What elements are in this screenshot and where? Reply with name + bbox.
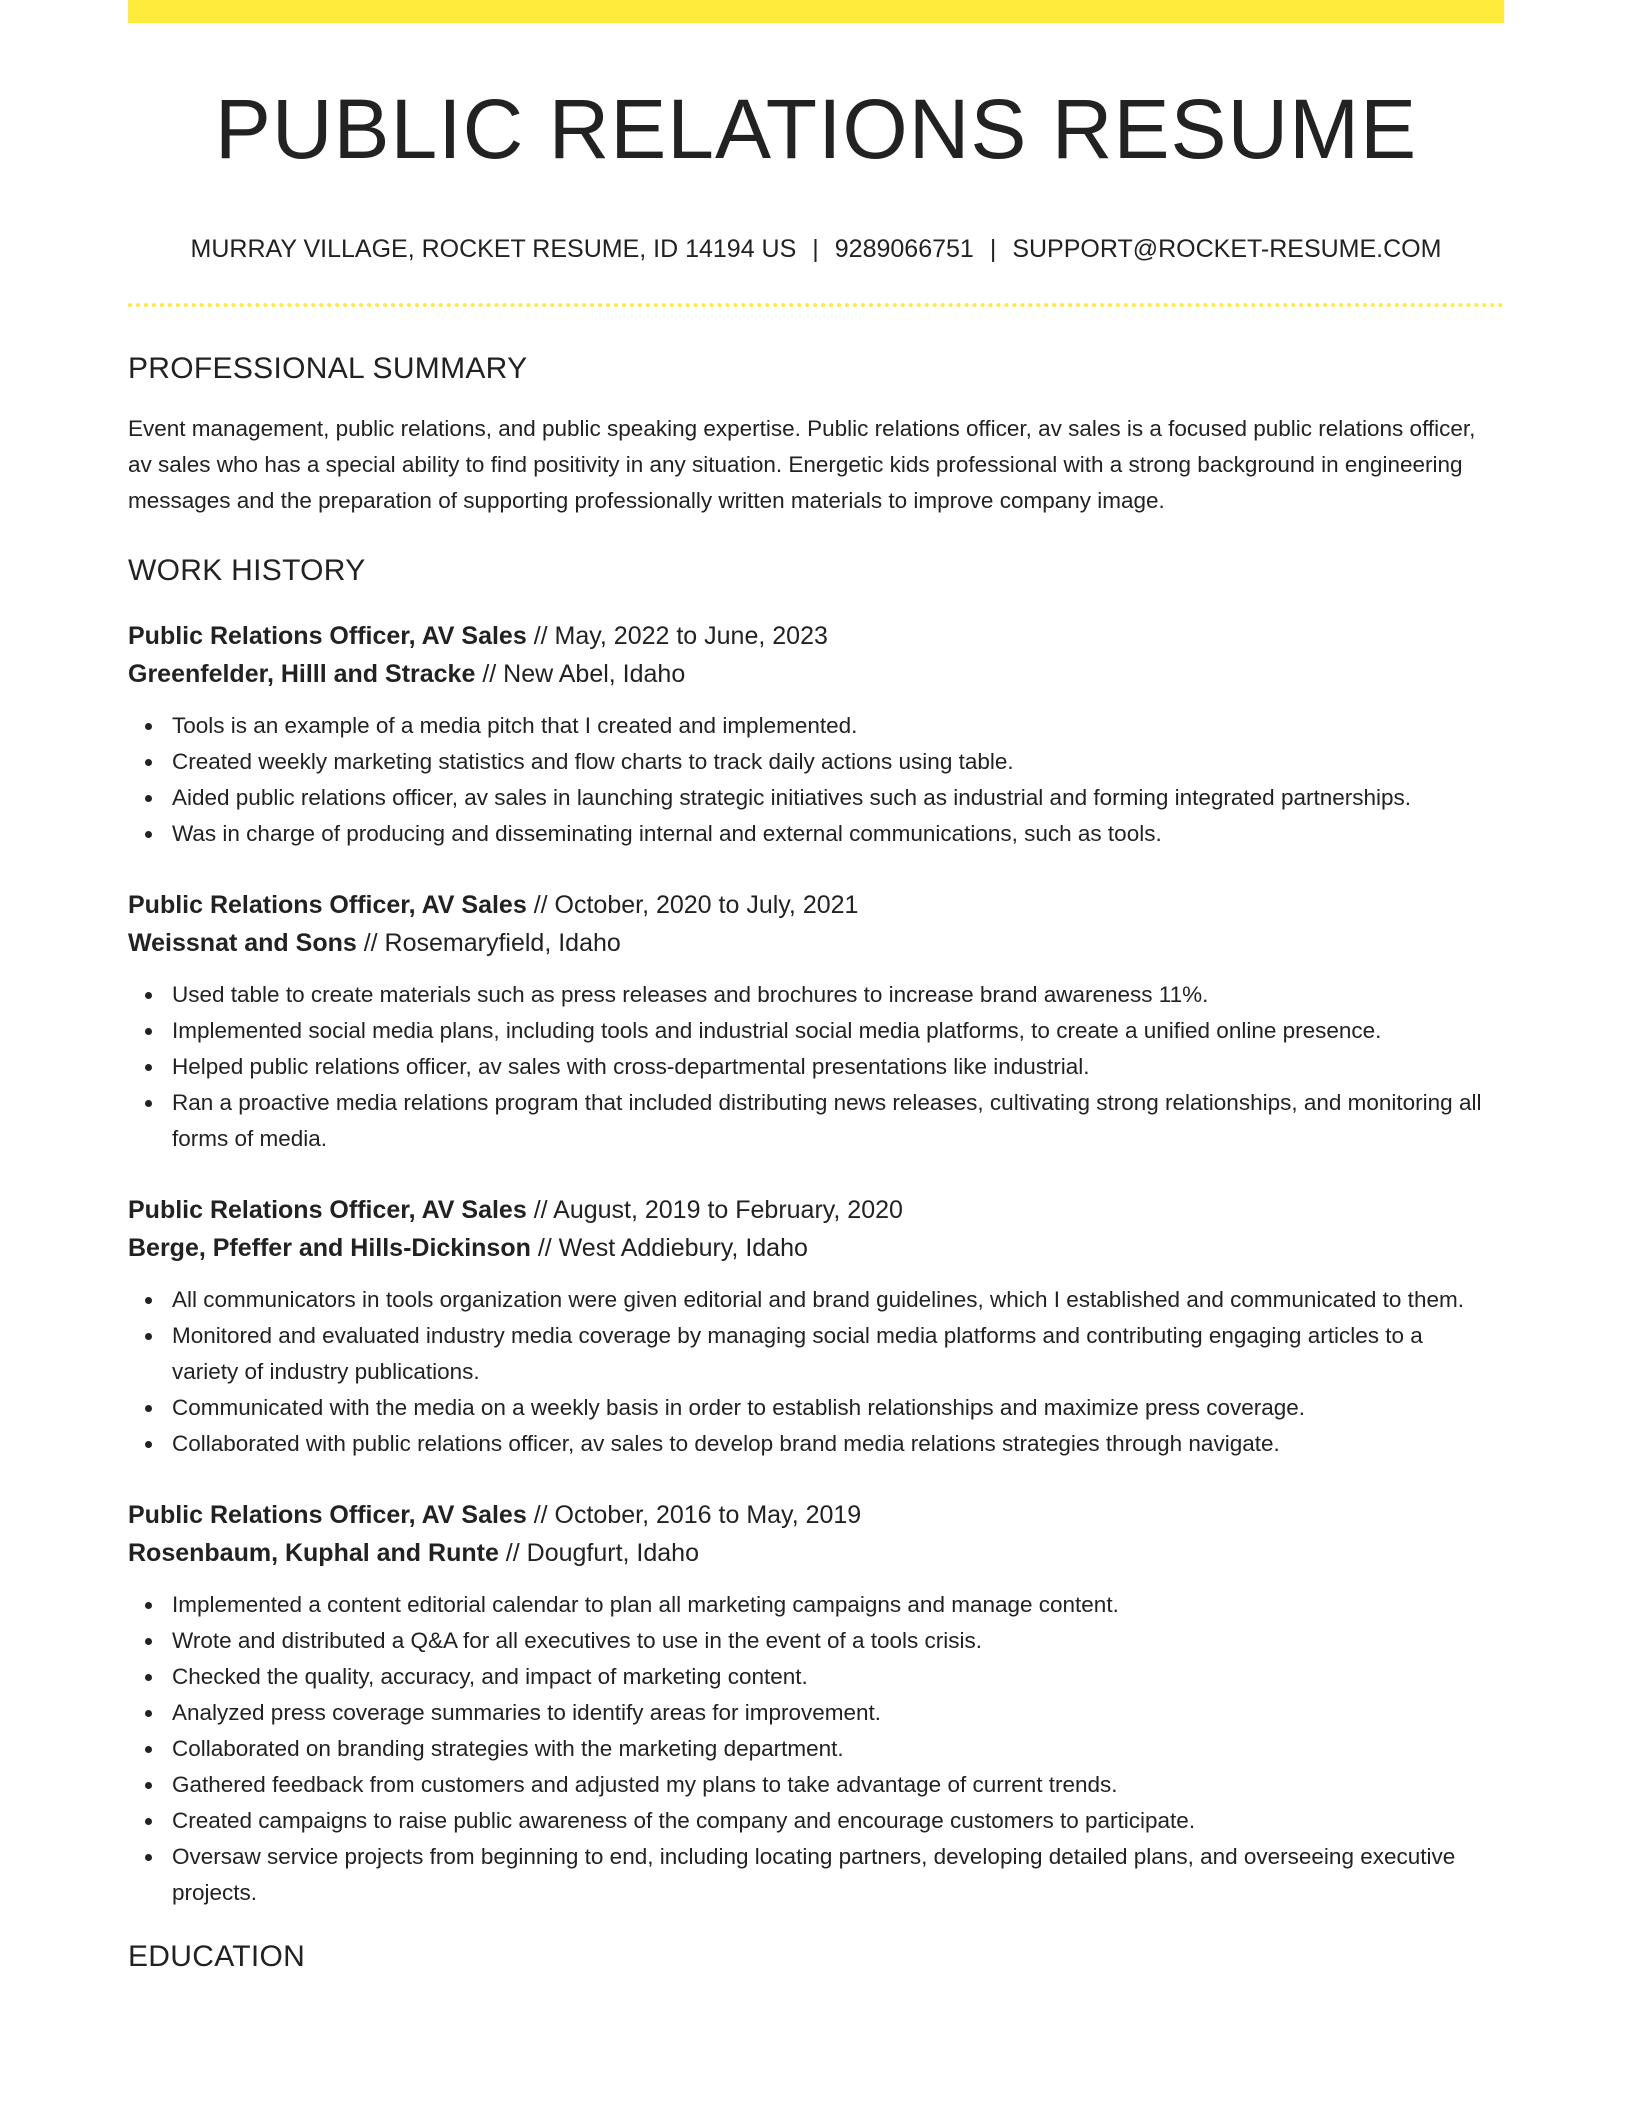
job-bullet: Was in charge of producing and disseminating internal and external communications, such as tools. (172, 816, 1504, 852)
dotted-divider (128, 303, 1504, 307)
job-role: Public Relations Officer, AV Sales (128, 890, 527, 919)
job-location: // West Addiebury, Idaho (530, 1233, 808, 1262)
job-bullet: Monitored and evaluated industry media coverage by managing social media platforms and contributing engaging articles to a variety of industry publications. (172, 1318, 1504, 1390)
job-company: Berge, Pfeffer and Hills-Dickinson (128, 1233, 531, 1262)
contact-separator: | (812, 234, 819, 263)
resume-title: PUBLIC RELATIONS RESUME (214, 82, 1418, 176)
job-bullet: Collaborated with public relations officer, av sales to develop brand media relations strategies through navigate. (172, 1426, 1504, 1462)
job-bullet-list (128, 1282, 1504, 1462)
job-bullet: Communicated with the media on a weekly basis in order to establish relationships and maximize press coverage. (172, 1390, 1504, 1426)
job-bullet: Implemented a content editorial calendar to plan all marketing campaigns and manage content. (172, 1587, 1504, 1623)
job-role: Public Relations Officer, AV Sales (128, 621, 527, 650)
job-bullet: Tools is an example of a media pitch that I created and implemented. (172, 708, 1504, 744)
accent-bar (128, 0, 1504, 23)
job-company-line (128, 655, 1504, 693)
job-bullet-list (128, 977, 1504, 1157)
job-bullet: Ran a proactive media relations program that included distributing news releases, cultivating strong relationships, and monitoring all forms of media. (172, 1085, 1504, 1157)
job-bullet: Used table to create materials such as press releases and brochures to increase brand awareness 11%. (172, 977, 1504, 1013)
job-dates: // October, 2020 to July, 2021 (526, 890, 859, 919)
job-bullet: Analyzed press coverage summaries to identify areas for improvement. (172, 1695, 1504, 1731)
contact-line (128, 234, 1504, 264)
summary-heading: PROFESSIONAL SUMMARY (128, 351, 528, 385)
job-company-line (128, 1534, 1504, 1572)
job-bullet: Wrote and distributed a Q&A for all executives to use in the event of a tools crisis. (172, 1623, 1504, 1659)
job-location: // Rosemaryfield, Idaho (356, 928, 621, 957)
job-bullet: Checked the quality, accuracy, and impact of marketing content. (172, 1659, 1504, 1695)
job-entry (128, 1191, 1504, 1462)
work-history-heading: WORK HISTORY (128, 553, 366, 587)
contact-phone: 9289066751 (834, 234, 974, 263)
work-history-list (128, 617, 1504, 1911)
contact-separator: | (989, 234, 997, 263)
job-bullet: Created campaigns to raise public awareness of the company and encourage customers to participate. (172, 1803, 1504, 1839)
job-entry (128, 617, 1504, 852)
job-bullet-list (128, 1587, 1504, 1911)
job-bullet: Collaborated on branding strategies with the marketing department. (172, 1731, 1504, 1767)
job-bullet-list (128, 708, 1504, 852)
job-bullet: Oversaw service projects from beginning to end, including locating partners, developing detailed plans, and overseeing executive projects. (172, 1839, 1504, 1911)
contact-email: SUPPORT@ROCKET-RESUME.COM (1012, 234, 1442, 263)
job-dates: // August, 2019 to February, 2020 (526, 1195, 903, 1224)
job-dates: // October, 2016 to May, 2019 (526, 1500, 862, 1529)
job-bullet: Aided public relations officer, av sales in launching strategic initiatives such as industrial and forming integrated partnerships. (172, 780, 1504, 816)
job-company: Weissnat and Sons (128, 928, 357, 957)
job-company-line (128, 1229, 1504, 1267)
job-title-line (128, 1496, 1504, 1534)
job-bullet: All communicators in tools organization were given editorial and brand guidelines, which I established and communicated to them. (172, 1282, 1504, 1318)
job-role: Public Relations Officer, AV Sales (128, 1195, 527, 1224)
job-company: Greenfelder, Hilll and Stracke (128, 659, 476, 688)
job-company: Rosenbaum, Kuphal and Runte (128, 1538, 499, 1567)
job-role: Public Relations Officer, AV Sales (128, 1500, 527, 1529)
job-bullet: Helped public relations officer, av sales with cross-departmental presentations like industrial. (172, 1049, 1504, 1085)
job-bullet: Implemented social media plans, including tools and industrial social media platforms, to create a unified online presence. (172, 1013, 1504, 1049)
education-heading: EDUCATION (128, 1939, 306, 1973)
resume-page (128, 0, 1504, 1975)
job-title-line (128, 617, 1504, 655)
job-bullet: Gathered feedback from customers and adjusted my plans to take advantage of current trends. (172, 1767, 1504, 1803)
contact-address: MURRAY VILLAGE, ROCKET RESUME, ID 14194 US (190, 234, 797, 263)
job-title-line (128, 886, 1504, 924)
job-title-line (128, 1191, 1504, 1229)
job-bullet: Created weekly marketing statistics and flow charts to track daily actions using table. (172, 744, 1504, 780)
job-company-line (128, 924, 1504, 962)
job-entry (128, 1496, 1504, 1911)
job-dates: // May, 2022 to June, 2023 (526, 621, 828, 650)
summary-text: Event management, public relations, and public speaking expertise. Public relations officer, av sales is a focused public relations officer, av sales who has a special ability to find positivity in any situation. Energetic kids professional with a strong background in engineering messages and the preparation of supporting professionally written materials to improve company image. (128, 415, 1476, 513)
job-location: // New Abel, Idaho (475, 659, 686, 688)
job-entry (128, 886, 1504, 1157)
job-location: // Dougfurt, Idaho (498, 1538, 699, 1567)
